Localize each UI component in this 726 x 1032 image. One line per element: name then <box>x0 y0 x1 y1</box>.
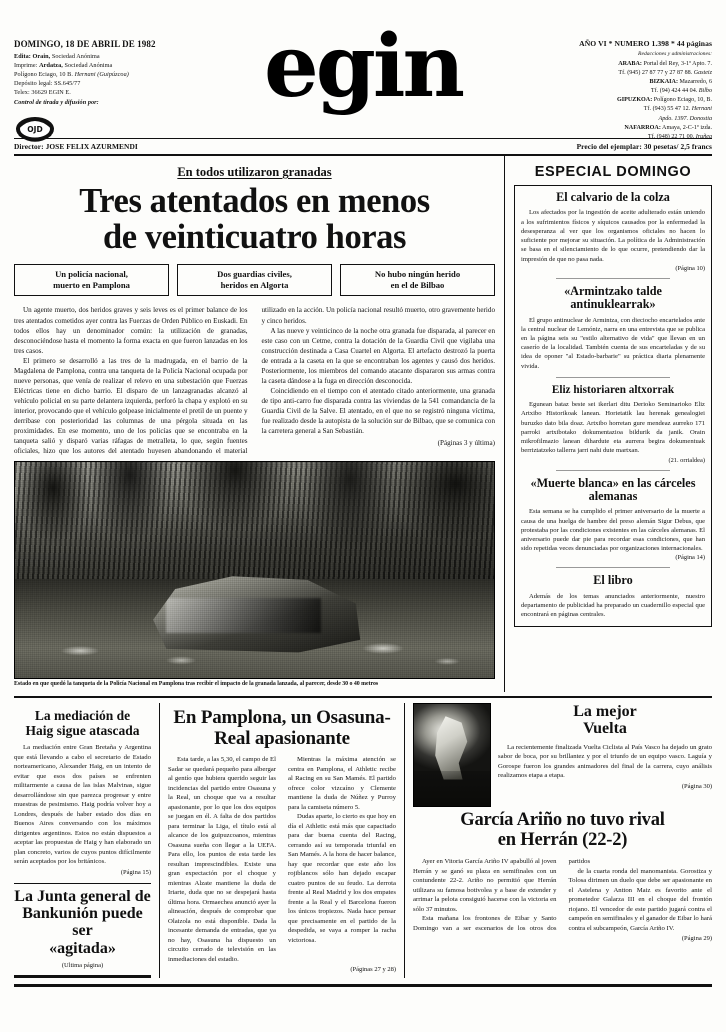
imprint-telex: Telex: 36629 EGIN E. <box>14 88 71 96</box>
office-province: ARABA: <box>618 60 642 67</box>
office-row <box>512 133 712 142</box>
sidebar-item-heading: El calvario de la colza <box>556 190 670 204</box>
imprint-control: Control de tirada y difusión por: <box>14 98 99 106</box>
haig-pageref: (Página 15) <box>120 868 151 876</box>
bottom-column-left <box>14 703 160 978</box>
arino-body <box>413 857 712 933</box>
edita-label: Edita: <box>14 53 31 61</box>
lead-photo-caption: Estado en que quedó la tanqueta de la Policía Nacional en Pamplona tras recibir el impacto de la granada lanzada, al parecer, desde 30 o 40 metros <box>14 681 379 688</box>
arino-headline-line-1: García Ariño no tuvo rival <box>460 810 665 831</box>
osasuna-headline[interactable] <box>168 708 396 749</box>
office-row <box>512 115 712 124</box>
lead-story <box>14 156 504 692</box>
sidebar-item-armintza[interactable] <box>521 285 705 371</box>
headline-line-1: Tres atentados en menos <box>79 182 430 220</box>
sidebar-item-eliz-historia[interactable] <box>521 384 705 464</box>
office-text: Tf. (948) 22 71 00. <box>647 133 695 140</box>
bankunion-pageref: (Ultima página) <box>61 961 104 969</box>
office-city: Donostia <box>689 115 712 122</box>
bottom-column-middle <box>160 703 405 978</box>
haig-bankunion-divider <box>14 883 151 884</box>
lead-headline <box>14 183 495 255</box>
sidebar-item-body: Los afectados por la ingestión de aceite adulterado están uniendo a los sufrimientos físicos y síquicos causados por la enfermedad la desesperanza al ver que los organismos oficiales no hacen lo suficiente por mejorar su situación. La política de la Administración se basa en el silenciamiento de lo que ocurre, pretendiendo dar la impresión de que no pasa nada. <box>521 209 705 263</box>
lead-body <box>14 305 495 456</box>
edita-name: Orain, <box>32 53 51 61</box>
bankunion-headline-line-2: Bankunión puede ser <box>22 905 143 940</box>
office-row <box>512 69 712 78</box>
osasuna-paragraph: Dudas aparte, lo cierto es que hoy en día el Athletic está más que capacitado para dar buena cuenta del Racing, cerrando así su temporada triunfal en San Mamés. A la hora de hacer balance, hay que recordar que este año los rojiblancos sólo han dejado escapar cuatro puntos de su feudo. La derrota frente al Real Madrid y los dos empates frente a la Real y el Barcelona fueron los únicos tropiezos. Nada hace pensar que precisamente en el partido de la despedida, se vaya a romper la racha victoriosa. <box>288 813 396 944</box>
office-province: NAFARROA: <box>624 124 661 131</box>
dateline: DOMINGO, 18 DE ABRIL DE 1982 <box>14 39 156 49</box>
office-text: Mazarredo, 6 <box>679 79 712 86</box>
office-text: Polígono Eciago, 10, B. <box>653 97 712 104</box>
sidebar-item-el-libro[interactable] <box>521 574 705 619</box>
lead-paragraph: A las nueve y veinticinco de la noche otra granada fue disparada, al parecer en este caso con un Cetme, contra la dotación de la Guardia Civil que vigilaba una construcción destinada a Casa Cuartel en Algorta. El artefacto destrozó la puerta de entrada a la caseta en la que se encontraban los agentes y causó dos heridos. Posteriormente, los miembros del comando atacante dispararon sus armas contra la caseta dándose a la fuga en dirección desconocida. <box>261 326 495 385</box>
arino-headline-line-2: en Herrán (22-2) <box>497 830 628 851</box>
sidebar-item-body: El grupo antinuclear de Armintza, con dieciocho encartelados ante la central nuclear de Lemóniz, narra en una entrevista que se publica en la página seis su "estilo alternativo de vida" que llevan en un caserío de la localidad. También cuenta de sus encarteladas y de su idea de oponer "al Estado-barbarie" su práctica diaria plenamente vivida. <box>521 316 705 370</box>
sidebar-item-heading: El libro <box>593 573 633 588</box>
haig-body: La mediación entre Gran Bretaña y Argentina que está llevando a cabo el secretario de Estado norteamericano, Alexander Haig, en un intento de evitar que esos dos países se enfrenten militarmente a causa de las islas Malvinas, sigue desarrollándose sin que parezca progresar y entre muestras de pesimismo. Haig podría volver hoy a Londres, después de haber estado dos días en Buenos Aires conversando con los máximos dirigentes argentinos. Estos no están dispuestos a aceptar las propuestas de Haig y han elaborado un plan concreto, varios de cuyos puntos difícilmente serán aceptados por los británicos. <box>14 744 151 866</box>
osasuna-headline-line-1: En Pamplona, un Osasuna- <box>173 707 391 729</box>
haig-headline-line-1: La mediación de <box>34 708 131 724</box>
vuelta-pageref: (Página 30) <box>681 782 712 790</box>
lead-paragraph: Un agente muerto, dos heridos graves y seis leves es el primer balance de los tres atentados cometidos ayer contra las Fuerzas de Orden Público en Euskadi. En todos ellos hay un denominador común: la utilización de granadas, desconociéndose hasta el momento la forma exacta en que fueron lanzadas en los tres casos. <box>14 306 248 355</box>
office-province: GIPUZKOA: <box>617 97 653 104</box>
osasuna-body <box>168 755 396 964</box>
sidebar-separator <box>556 470 670 471</box>
lead-paragraph: El primero se desarrolló a las tres de la madrugada, en el barrio de la Magdalena de Pamplona, contra una tanqueta de la Policía Nacional ocupada por nueve personas, que venía de realizar el relevo en una subestación que Fuerzas Eléctricas tiene en dicho barrio. El disparo de un lanzagranadas alcanzó al vehículo policial en su parte delantera izquierda, perforó la chapa y explotó en su interior, provocando que el vehículo golpease inicialmente el pretil de un puente y derribase con posterioridad las columnas de una pérgola situada en las proximidades. En ese momento, uno de los policías que se encontraba en la tanqueta salió y disparó varias ráfagas de metralleta, lo que, según fuentes oficiales, hizo que los autores del atentado huyesen abandonando el material utilizado en la acción. Un policía nacional resultó muerto, otro gravemente herido y cinco heridos. <box>14 306 495 456</box>
newspaper-logo: egin <box>263 16 463 117</box>
imprime-label: Imprime: <box>14 62 38 70</box>
subhead-line-2: muerto en Pamplona <box>53 280 130 291</box>
bottom-section-divider <box>14 696 712 698</box>
imprint-block <box>14 38 226 144</box>
haig-headline-line-2: Haig sigue atascada <box>25 722 140 738</box>
sidebar-item-heading: «Muerte blanca» en las cárceles alemanas <box>530 475 696 503</box>
vuelta-headline-line-1: La mejor <box>573 703 637 721</box>
arino-paragraph: Esta mañana los frontones de Eibar y Santo Domingo van a ser escenarios de los otros dos partidos <box>413 857 591 932</box>
headline-line-2: de veinticuatro horas <box>102 218 407 257</box>
imprint-edita <box>14 53 226 62</box>
page-footer-rule <box>14 984 712 987</box>
imprint-deposito: Depósito legal: SS.645/77 <box>14 80 81 87</box>
bottom-section <box>0 703 726 978</box>
photo-grain-overlay <box>15 462 494 678</box>
subhead-pamplona[interactable] <box>14 264 169 296</box>
year-number-pages: AÑO VI * NUMERO 1.398 * 44 páginas <box>579 39 712 48</box>
office-city: Iruñea <box>695 133 712 140</box>
bankunion-headline[interactable] <box>14 888 151 957</box>
vuelta-headline <box>498 703 712 738</box>
office-text: Portal del Rey, 3-1º Apto. 7. <box>643 60 712 67</box>
edita-rest: Sociedad Anónima <box>51 53 100 61</box>
osasuna-pageref: (Páginas 27 y 28) <box>350 966 396 974</box>
sidebar-item-pageref: (Página 10) <box>675 264 705 272</box>
office-row <box>512 96 712 105</box>
address-line: Polígono Eciago, 10 B. <box>14 71 73 79</box>
main-content <box>0 156 726 692</box>
office-text: Tf. (94) 424 44 04. <box>650 88 698 95</box>
office-row <box>512 124 712 133</box>
subhead-algorta[interactable] <box>177 264 332 296</box>
lead-photo-wrap <box>14 461 495 692</box>
subhead-line-1: Un policía nacional, <box>55 269 128 280</box>
office-city: Gasteiz <box>693 69 712 76</box>
arino-paragraph: de la cuarta ronda del manomanista. Gorostiza y Tolosa dirimen un duelo que debe ser apasionante en el Astelena y Antton Maiz es favorito ante el prometedor Galarza III en el choque del frontón riojano. El vencedor de este partido jugará contra el campeón en semifinales y el ganador de Eibar lo hará contra el subcampeón, García Ariño IV. <box>568 867 712 932</box>
imprime-name: Ardatza, <box>39 62 63 70</box>
osasuna-paragraph: Mientras la máxima atención se centra en Pamplona, el Athletic recibe al Racing en su San Mamés. El partido ofrece color vizcaíno y Clemente mantiene la duda de Núñez y Purroy para la camiseta número 5. <box>288 756 396 811</box>
office-text: Amaya, 2-C-1º izda. <box>662 124 712 131</box>
masthead <box>0 0 726 138</box>
sidebar-item-colza[interactable] <box>521 191 705 272</box>
ojd-logo <box>14 114 56 144</box>
sidebar-item-muerte-blanca[interactable] <box>521 477 705 562</box>
lead-page-reference: (Páginas 3 y última) <box>437 439 495 448</box>
director-name: Director: JOSE FELIX AZURMENDI <box>14 142 138 151</box>
sidebar-especial-domingo <box>504 156 712 692</box>
imprint-address <box>14 71 226 80</box>
sidebar-item-heading: «Armintzako talde antinuklearrak» <box>564 283 662 312</box>
subhead-row <box>14 264 495 296</box>
svg-text:OJD: OJD <box>27 124 43 134</box>
office-row <box>512 105 712 114</box>
office-text: Apdo. 1397. <box>658 115 689 122</box>
cover-price: Precio del ejemplar: 30 pesetas/ 2,5 francs <box>576 142 712 151</box>
sidebar-separator <box>556 377 670 378</box>
bottom-column-right <box>405 703 712 978</box>
sidebar-item-pageref: (21. orrialdea) <box>668 456 705 464</box>
vuelta-photo-shadow <box>414 771 490 806</box>
bankunion-bottom-rule <box>14 975 151 978</box>
arino-headline[interactable] <box>413 811 712 851</box>
sidebar-title: ESPECIAL DOMINGO <box>534 164 692 180</box>
imprime-rest: Sociedad Anónima <box>64 62 113 70</box>
sidebar-item-body: Egunean bataz beste sei ikerlari ditu Derioko Seminarioko Eliz Artxibo Historikoak lanean. Horietatik lau herenak genealogiei buruzko dato bila doaz. Artxibo horretan gure mendeaz aurreko 171 parroki artxibotako dokumentazioa bildurik da janik. Orain mikrofilmazio lanean dihardute eta aurrera begira dokumentuak berriztatzeko tallerra jarri nahi dute martxan. <box>521 401 705 455</box>
bankunion-headline-line-3: «agitada» <box>49 939 116 957</box>
office-row <box>512 87 712 96</box>
sidebar-item-body: Además de los temas anunciados anteriormente, nuestro departamento de publicidad ha preparado un cuadernillo especial que encontrará en páginas centrales. <box>521 592 705 619</box>
vuelta-block[interactable] <box>413 703 712 807</box>
address-city: Hernani (Guipúzcoa) <box>74 71 129 79</box>
arino-paragraph: Ayer en Vitoria García Ariño IV apabulló al joven Herrán y se ganó su plaza en semifinales con un contundente 22-2. Ariño no permitió que Herrán utilizara su famosa botivolea y a base de extender y arrimar la pelota consiguió hacerse con la victoria en sólo 37 minutos. <box>413 857 557 913</box>
subhead-line-2: en el de Bilbao <box>390 280 445 291</box>
osasuna-paragraph: Esta tarde, a las 5,30, el campo de El Sadar se quedará pequeño para albergar al gentío que hubiera querido seguir las incidencias del partido entre Osasuna y la Real, un choque que va a resultar apasionante, por lo que los dos equipos se juegan en él. A falta de dos partidos para terminar la Liga, el título está al alcance de los guipuzcoanos, mientras Osasuna sueña con llegar a la UEFA. Para ello, los puntos de esta tarde les resultan imprescindibles. Existe una gran expectación por el choque y mientras Alzate mantiene la duda de Iriarte, duda que no se despejará hasta última hora. Ormaechea anunció ayer la alineación, después de comprobar que Olaizola no está disponible. Dada la incesante demanda de entradas, que ya no hay, Osasuna ha dispuesto un circuito cerrado de televisión en las inmediaciones del estadio. <box>168 756 276 963</box>
office-city: Bilbo <box>698 88 712 95</box>
office-province: BIZKAIA: <box>649 79 678 86</box>
redacciones-label: Redacciones y administraciones: <box>638 51 712 58</box>
office-row <box>512 60 712 69</box>
office-text: Tf. (945) 27 87 77 y 27 87 88. <box>618 69 693 76</box>
haig-headline[interactable] <box>14 709 151 738</box>
sidebar-separator <box>556 278 670 279</box>
sidebar-box <box>514 185 712 627</box>
vuelta-photo <box>413 703 491 807</box>
offices-block <box>512 38 712 142</box>
arino-pageref: (Página 29) <box>681 935 712 943</box>
vuelta-text <box>498 703 712 790</box>
sidebar-separator <box>556 567 670 568</box>
subhead-line-1: No hubo ningún herido <box>374 269 461 280</box>
subhead-line-2: heridos en Algorta <box>220 280 289 291</box>
lead-photo-tanqueta <box>14 461 495 679</box>
office-city: Hernani <box>691 106 712 113</box>
bankunion-headline-line-1: La Junta general de <box>14 887 151 905</box>
sidebar-item-body: Esta semana se ha cumplido el primer aniversario de la muerte a causa de una huelga de hambre del preso alemán Sigur Debus, que protestaba por las condiciones existentes en las cárceles alemanas. El aniversario puede dar pie para recordar esas condiciones, que han sido repetidas veces denunciadas por organizaciones internacionales. <box>521 508 705 553</box>
vuelta-headline-line-2: Vuelta <box>583 720 627 738</box>
imprint-imprime <box>14 62 226 71</box>
osasuna-headline-line-2: Real apasionante <box>214 727 350 749</box>
subhead-line-1: Dos guardias civiles, <box>217 269 292 280</box>
lead-paragraph: Coincidiendo en el tiempo con el atentado citado anteriormente, una granada de tipo anti-carro fue disparada contra las viviendas de la 541 comandancia de la Guardia Civil de la Salve. El atentado, en el que no se registró ninguna víctima, fue realizado desde la autopista de la solución sur de Bilbao, que se comunica con la carretera general a San Sebastián. <box>261 386 495 436</box>
lead-kicker: En todos utilizaron granadas <box>177 165 332 179</box>
office-text: Tf. (943) 55 47 12. <box>643 106 691 113</box>
sidebar-item-pageref: (Página 14) <box>675 554 705 562</box>
sidebar-item-heading: Eliz historiaren altxorrak <box>551 383 675 396</box>
subhead-bilbao[interactable] <box>340 264 495 296</box>
office-row <box>512 78 712 87</box>
vuelta-body: La recientemente finalizada Vuelta Ciclista al País Vasco ha dejado un grato sabor de boca, por su brillantez y por el triunfo de un equipo vasco. Laguía y Gorospe fueron los grandes animadores del final de la carrera, cuyo análisis realizamos etapa a etapa. <box>498 743 712 780</box>
